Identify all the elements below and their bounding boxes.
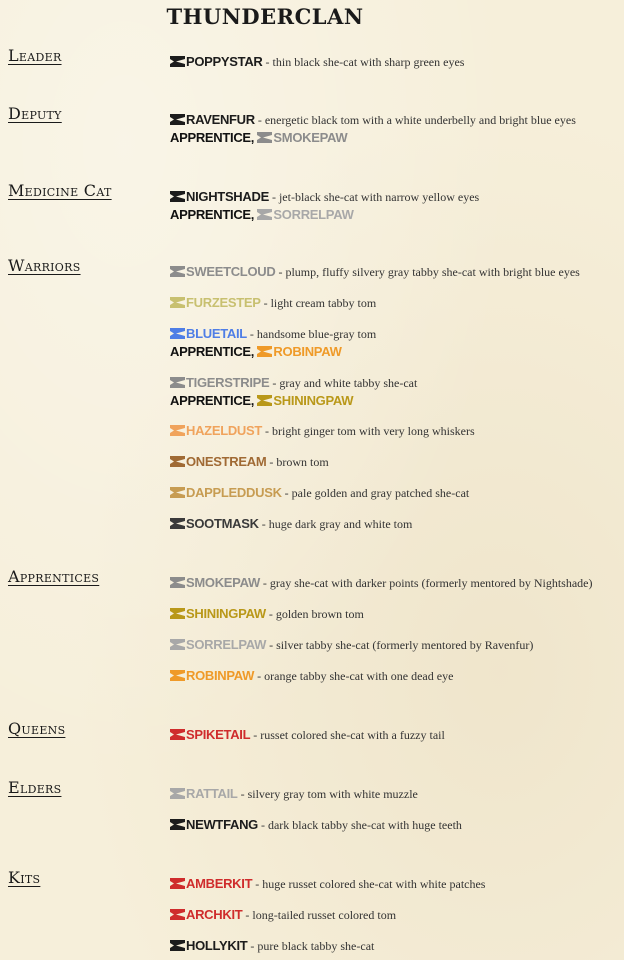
cat-name: TIGERSTRIPE bbox=[186, 375, 270, 390]
cat-emblem-icon bbox=[170, 487, 185, 498]
apprentice-line-tigerstripe bbox=[170, 393, 353, 409]
clan-title: THUNDERCLAN bbox=[166, 4, 364, 29]
cat-description: - russet colored she-cat with a fuzzy tail bbox=[250, 728, 445, 742]
cat-emblem-icon bbox=[170, 456, 185, 467]
cat-emblem-icon bbox=[170, 518, 185, 529]
cat-entry-robinpaw bbox=[170, 668, 453, 684]
cat-entry-newtfang bbox=[170, 817, 462, 833]
cat-description: - gray and white tabby she-cat bbox=[269, 376, 418, 390]
apprentice-line-ravenfur bbox=[170, 130, 347, 146]
cat-entry-hazeldust bbox=[170, 423, 475, 439]
cat-emblem-icon bbox=[170, 639, 185, 650]
apprentice-name: SMOKEPAW bbox=[273, 130, 348, 145]
cat-description: - golden brown tom bbox=[265, 607, 364, 621]
cat-emblem-icon bbox=[170, 788, 185, 799]
cat-name: SHININGPAW bbox=[186, 606, 266, 621]
cat-description: - jet-black she-cat with narrow yellow eyes bbox=[268, 190, 480, 204]
cat-description: - gray she-cat with darker points (formerly mentored by Nightshade) bbox=[259, 576, 593, 590]
cat-name: SORRELPAW bbox=[186, 637, 267, 652]
cat-emblem-icon bbox=[170, 608, 185, 619]
cat-name: POPPYSTAR bbox=[186, 54, 263, 69]
cat-entry-sweetcloud bbox=[170, 264, 580, 280]
cat-description: - silvery gray tom with white muzzle bbox=[237, 787, 418, 801]
cat-entry-bluetail bbox=[170, 326, 376, 342]
cat-emblem-icon bbox=[170, 940, 185, 951]
cat-emblem-icon bbox=[170, 670, 185, 681]
cat-name: ARCHKIT bbox=[186, 907, 243, 922]
cat-description: - dark black tabby she-cat with huge teeth bbox=[257, 818, 462, 832]
cat-emblem-icon bbox=[257, 132, 272, 143]
cat-emblem-icon bbox=[170, 819, 185, 830]
cat-name: NIGHTSHADE bbox=[186, 189, 269, 204]
cat-description: - plump, fluffy silvery gray tabby she-cat with bright blue eyes bbox=[275, 265, 580, 279]
cat-entry-furzestep bbox=[170, 295, 376, 311]
cat-description: - huge dark gray and white tom bbox=[258, 517, 413, 531]
cat-emblem-icon bbox=[257, 346, 272, 357]
apprentice-label: APPRENTICE, bbox=[170, 207, 258, 222]
cat-emblem-icon bbox=[170, 191, 185, 202]
cat-name: DAPPLEDDUSK bbox=[186, 485, 282, 500]
cat-name: SMOKEPAW bbox=[186, 575, 260, 590]
section-label-elders: Elders bbox=[8, 778, 62, 797]
cat-emblem-icon bbox=[170, 729, 185, 740]
apprentice-line-bluetail bbox=[170, 344, 342, 360]
cat-name: HOLLYKIT bbox=[186, 938, 248, 953]
cat-emblem-icon bbox=[170, 114, 185, 125]
apprentice-label: APPRENTICE, bbox=[170, 393, 258, 408]
cat-name: BLUETAIL bbox=[186, 326, 247, 341]
cat-name: SPIKETAIL bbox=[186, 727, 251, 742]
cat-description: - energetic black tom with a white underbelly and bright blue eyes bbox=[254, 113, 576, 127]
cat-emblem-icon bbox=[170, 56, 185, 67]
cat-name: AMBERKIT bbox=[186, 876, 253, 891]
cat-name: SWEETCLOUD bbox=[186, 264, 276, 279]
cat-entry-shiningpaw bbox=[170, 606, 364, 622]
cat-entry-smokepaw bbox=[170, 575, 592, 591]
cat-emblem-icon bbox=[170, 878, 185, 889]
cat-description: - silver tabby she-cat (formerly mentored by Ravenfur) bbox=[266, 638, 534, 652]
cat-description: - bright ginger tom with very long whiskers bbox=[262, 424, 475, 438]
cat-entry-amberkit bbox=[170, 876, 485, 892]
cat-emblem-icon bbox=[257, 395, 272, 406]
section-label-deputy: Deputy bbox=[8, 104, 62, 123]
cat-entry-spiketail bbox=[170, 727, 445, 743]
cat-entry-rattail bbox=[170, 786, 418, 802]
cat-emblem-icon bbox=[170, 909, 185, 920]
section-label-medicine-cat: Medicine Cat bbox=[8, 181, 112, 200]
cat-name: SOOTMASK bbox=[186, 516, 259, 531]
cat-entry-nightshade bbox=[170, 189, 479, 205]
apprentice-name: ROBINPAW bbox=[273, 344, 342, 359]
cat-emblem-icon bbox=[170, 577, 185, 588]
cat-entry-archkit bbox=[170, 907, 396, 923]
cat-description: - thin black she-cat with sharp green eyes bbox=[262, 55, 465, 69]
cat-name: ONESTREAM bbox=[186, 454, 267, 469]
cat-description: - long-tailed russet colored tom bbox=[242, 908, 397, 922]
cat-emblem-icon bbox=[170, 297, 185, 308]
section-label-leader: Leader bbox=[8, 46, 62, 65]
cat-emblem-icon bbox=[170, 328, 185, 339]
section-label-apprentices: Apprentices bbox=[8, 567, 100, 586]
cat-name: ROBINPAW bbox=[186, 668, 255, 683]
section-label-warriors: Warriors bbox=[8, 256, 81, 275]
apprentice-name: SORRELPAW bbox=[273, 207, 354, 222]
cat-emblem-icon bbox=[170, 425, 185, 436]
cat-name: RATTAIL bbox=[186, 786, 238, 801]
cat-description: - brown tom bbox=[266, 455, 329, 469]
cat-name: RAVENFUR bbox=[186, 112, 255, 127]
apprentice-line-nightshade bbox=[170, 207, 354, 223]
cat-entry-onestream bbox=[170, 454, 329, 470]
cat-emblem-icon bbox=[170, 266, 185, 277]
cat-description: - huge russet colored she-cat with white patches bbox=[252, 877, 486, 891]
cat-name: NEWTFANG bbox=[186, 817, 258, 832]
cat-name: HAZELDUST bbox=[186, 423, 263, 438]
cat-description: - orange tabby she-cat with one dead eye bbox=[254, 669, 454, 683]
cat-emblem-icon bbox=[170, 377, 185, 388]
cat-entry-ravenfur bbox=[170, 112, 576, 128]
cat-emblem-icon bbox=[257, 209, 272, 220]
cat-entry-sorrelpaw bbox=[170, 637, 533, 653]
cat-entry-hollykit bbox=[170, 938, 374, 954]
apprentice-name: SHININGPAW bbox=[273, 393, 354, 408]
cat-entry-sootmask bbox=[170, 516, 412, 532]
cat-description: - pure black tabby she-cat bbox=[247, 939, 375, 953]
cat-description: - pale golden and gray patched she-cat bbox=[281, 486, 470, 500]
cat-entry-dappleddusk bbox=[170, 485, 469, 501]
apprentice-label: APPRENTICE, bbox=[170, 130, 258, 145]
cat-description: - light cream tabby tom bbox=[260, 296, 377, 310]
cat-entry-poppystar bbox=[170, 54, 464, 70]
cat-name: FURZESTEP bbox=[186, 295, 261, 310]
cat-description: - handsome blue-gray tom bbox=[246, 327, 377, 341]
cat-entry-tigerstripe bbox=[170, 375, 417, 391]
section-label-kits: Kits bbox=[8, 868, 41, 887]
apprentice-label: APPRENTICE, bbox=[170, 344, 258, 359]
section-label-queens: Queens bbox=[8, 719, 66, 738]
